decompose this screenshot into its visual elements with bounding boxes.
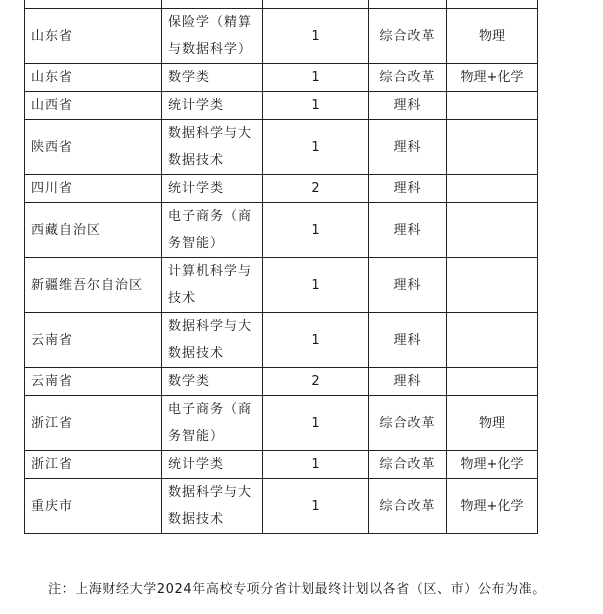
count-cell: 1 bbox=[263, 120, 369, 175]
table-row bbox=[25, 9, 538, 64]
major-cell: 数据科学与大数据技术 bbox=[162, 313, 263, 368]
count-cell: 1 bbox=[263, 64, 369, 92]
province-cell: 云南省 bbox=[25, 313, 162, 368]
table-row bbox=[25, 368, 538, 396]
enrollment-plan-table bbox=[24, 0, 538, 534]
count-cell bbox=[263, 0, 369, 9]
type-cell: 综合改革 bbox=[369, 451, 447, 479]
subject-cell bbox=[447, 313, 538, 368]
type-cell: 综合改革 bbox=[369, 479, 447, 534]
province-cell: 山东省 bbox=[25, 64, 162, 92]
type-cell: 理科 bbox=[369, 313, 447, 368]
major-cell: 计算机科学与技术 bbox=[162, 258, 263, 313]
count-cell: 1 bbox=[263, 258, 369, 313]
province-cell: 山东省 bbox=[25, 9, 162, 64]
type-cell: 理科 bbox=[369, 120, 447, 175]
subject-cell bbox=[447, 368, 538, 396]
major-cell: 保险学（精算与数据科学） bbox=[162, 9, 263, 64]
major-cell: 数学类 bbox=[162, 368, 263, 396]
major-cell: 电子商务（商务智能） bbox=[162, 396, 263, 451]
province-cell: 山西省 bbox=[25, 92, 162, 120]
table-row bbox=[25, 64, 538, 92]
type-cell: 综合改革 bbox=[369, 396, 447, 451]
table-row bbox=[25, 313, 538, 368]
table-row bbox=[25, 396, 538, 451]
province-cell: 云南省 bbox=[25, 368, 162, 396]
table-row bbox=[25, 92, 538, 120]
subject-cell: 物理+化学 bbox=[447, 479, 538, 534]
count-cell: 1 bbox=[263, 479, 369, 534]
major-cell: 统计学类 bbox=[162, 451, 263, 479]
major-cell: 电子商务（商务智能） bbox=[162, 203, 263, 258]
table-row bbox=[25, 120, 538, 175]
subject-cell bbox=[447, 175, 538, 203]
subject-cell bbox=[447, 92, 538, 120]
province-cell: 浙江省 bbox=[25, 451, 162, 479]
major-cell: 统计学类 bbox=[162, 175, 263, 203]
major-cell: 数据科学与大数据技术 bbox=[162, 479, 263, 534]
count-cell: 2 bbox=[263, 368, 369, 396]
count-cell: 1 bbox=[263, 9, 369, 64]
type-cell: 理科 bbox=[369, 368, 447, 396]
subject-cell bbox=[447, 0, 538, 9]
type-cell: 理科 bbox=[369, 203, 447, 258]
table-row bbox=[25, 258, 538, 313]
subject-cell bbox=[447, 258, 538, 313]
subject-cell: 物理 bbox=[447, 396, 538, 451]
province-cell: 陕西省 bbox=[25, 120, 162, 175]
province-cell: 新疆维吾尔自治区 bbox=[25, 258, 162, 313]
type-cell: 理科 bbox=[369, 258, 447, 313]
table-row bbox=[25, 0, 538, 9]
major-cell bbox=[162, 0, 263, 9]
major-cell: 统计学类 bbox=[162, 92, 263, 120]
subject-cell: 物理+化学 bbox=[447, 451, 538, 479]
count-cell: 1 bbox=[263, 92, 369, 120]
count-cell: 1 bbox=[263, 451, 369, 479]
province-cell: 西藏自治区 bbox=[25, 203, 162, 258]
count-cell: 1 bbox=[263, 203, 369, 258]
province-cell: 重庆市 bbox=[25, 479, 162, 534]
footnote: 注：上海财经大学2024年高校专项分省计划最终计划以各省（区、市）公布为准。 bbox=[48, 582, 546, 597]
subject-cell: 物理+化学 bbox=[447, 64, 538, 92]
count-cell: 1 bbox=[263, 396, 369, 451]
province-cell: 浙江省 bbox=[25, 396, 162, 451]
count-cell: 1 bbox=[263, 313, 369, 368]
type-cell bbox=[369, 0, 447, 9]
table-row bbox=[25, 203, 538, 258]
type-cell: 综合改革 bbox=[369, 9, 447, 64]
major-cell: 数据科学与大数据技术 bbox=[162, 120, 263, 175]
major-cell: 数学类 bbox=[162, 64, 263, 92]
count-cell: 2 bbox=[263, 175, 369, 203]
table-row bbox=[25, 479, 538, 534]
type-cell: 理科 bbox=[369, 175, 447, 203]
type-cell: 综合改革 bbox=[369, 64, 447, 92]
type-cell: 理科 bbox=[369, 92, 447, 120]
subject-cell bbox=[447, 203, 538, 258]
subject-cell: 物理 bbox=[447, 9, 538, 64]
table-row bbox=[25, 175, 538, 203]
table-row bbox=[25, 451, 538, 479]
subject-cell bbox=[447, 120, 538, 175]
province-cell: 四川省 bbox=[25, 175, 162, 203]
province-cell bbox=[25, 0, 162, 9]
